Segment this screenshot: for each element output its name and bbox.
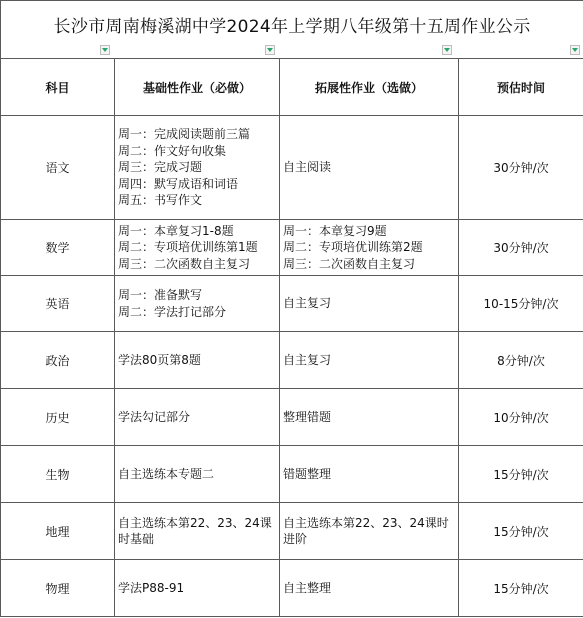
subject-cell[interactable]: 历史 (1, 389, 115, 446)
time-cell[interactable]: 15分钟/次 (459, 560, 583, 617)
basic-homework-line: 周二：专项培优训练第1题 (118, 240, 258, 255)
filter-dropdown-icon[interactable] (442, 45, 452, 55)
extended-homework-line: 周一：本章复习9题 (283, 223, 387, 238)
extended-homework-cell[interactable] (280, 503, 459, 560)
basic-homework-line: 周三：完成习题 (118, 160, 203, 175)
title-row (1, 1, 583, 59)
basic-homework-cell[interactable] (115, 220, 280, 276)
filter-dropdown-icon[interactable] (570, 45, 580, 55)
title-cell[interactable] (1, 1, 583, 59)
table-row (1, 560, 583, 617)
extended-homework-cell[interactable] (280, 276, 459, 332)
basic-homework-cell[interactable] (115, 332, 280, 389)
extended-homework-cell[interactable] (280, 116, 459, 220)
basic-homework-line: 周三：二次函数自主复习 (118, 256, 251, 271)
table-row (1, 220, 583, 276)
time-cell[interactable]: 15分钟/次 (459, 446, 583, 503)
table-title: 长沙市周南梅溪湖中学2024年上学期八年级第十五周作业公示 (53, 17, 531, 37)
basic-homework-line: 学法勾记部分 (118, 409, 191, 424)
basic-homework-line: 周一：本章复习1-8题 (118, 223, 234, 238)
table-row (1, 116, 583, 220)
basic-homework-line: 周一：准备默写 (118, 288, 203, 302)
extended-homework-cell[interactable] (280, 389, 459, 446)
extended-homework-line: 整理错题 (283, 409, 332, 424)
basic-homework-line: 学法80页第8题 (118, 352, 201, 367)
extended-homework-cell[interactable] (280, 332, 459, 389)
basic-homework-cell[interactable] (115, 116, 280, 220)
extended-homework-cell[interactable] (280, 560, 459, 617)
header-basic[interactable]: 基础性作业（必做） (115, 59, 280, 116)
basic-homework-line: 周五：书写作文 (118, 193, 203, 208)
table-row (1, 276, 583, 332)
header-row (1, 59, 583, 116)
basic-homework-cell[interactable] (115, 446, 280, 503)
time-cell[interactable]: 10-15分钟/次 (459, 276, 583, 332)
basic-homework-line: 学法P88-91 (118, 580, 185, 595)
header-subject[interactable]: 科目 (1, 59, 115, 116)
basic-homework-line: 周二：学法打记部分 (118, 304, 227, 319)
subject-cell[interactable]: 语文 (1, 116, 115, 220)
basic-homework-line: 周二：作文好句收集 (118, 143, 227, 158)
filter-dropdown-icon[interactable] (265, 45, 275, 55)
basic-homework-cell[interactable] (115, 560, 280, 617)
extended-homework-cell[interactable] (280, 220, 459, 276)
extended-homework-line: 自主选练本第22、23、24课时进阶 (283, 515, 449, 546)
basic-homework-line: 周一：完成阅读题前三篇 (118, 127, 251, 142)
subject-cell[interactable]: 地理 (1, 503, 115, 560)
basic-homework-cell[interactable] (115, 389, 280, 446)
basic-homework-line: 周四：默写成语和词语 (118, 176, 239, 191)
extended-homework-cell[interactable] (280, 446, 459, 503)
subject-cell[interactable]: 数学 (1, 220, 115, 276)
table-body (1, 116, 583, 617)
table-row (1, 446, 583, 503)
time-cell[interactable]: 10分钟/次 (459, 389, 583, 446)
subject-cell[interactable]: 物理 (1, 560, 115, 617)
extended-homework-line: 自主整理 (283, 580, 332, 595)
table-row (1, 389, 583, 446)
filter-dropdown-icon[interactable] (100, 45, 110, 55)
extended-homework-line: 自主阅读 (283, 160, 332, 175)
subject-cell[interactable]: 生物 (1, 446, 115, 503)
basic-homework-cell[interactable] (115, 503, 280, 560)
header-time[interactable]: 预估时间 (459, 59, 583, 116)
time-cell[interactable]: 15分钟/次 (459, 503, 583, 560)
time-cell[interactable]: 30分钟/次 (459, 220, 583, 276)
extended-homework-line: 自主复习 (283, 352, 332, 367)
extended-homework-line: 周三：二次函数自主复习 (283, 256, 416, 271)
extended-homework-line: 自主复习 (283, 296, 332, 311)
extended-homework-line: 周二：专项培优训练第2题 (283, 240, 423, 255)
subject-cell[interactable]: 政治 (1, 332, 115, 389)
basic-homework-line: 自主选练本第22、23、24课时基础 (118, 515, 272, 546)
basic-homework-line: 自主选练本专题二 (118, 466, 215, 481)
table-row (1, 503, 583, 560)
time-cell[interactable]: 30分钟/次 (459, 116, 583, 220)
table-row (1, 332, 583, 389)
subject-cell[interactable]: 英语 (1, 276, 115, 332)
basic-homework-cell[interactable] (115, 276, 280, 332)
time-cell[interactable]: 8分钟/次 (459, 332, 583, 389)
header-extended[interactable]: 拓展性作业（选做） (280, 59, 459, 116)
extended-homework-line: 错题整理 (283, 466, 332, 481)
